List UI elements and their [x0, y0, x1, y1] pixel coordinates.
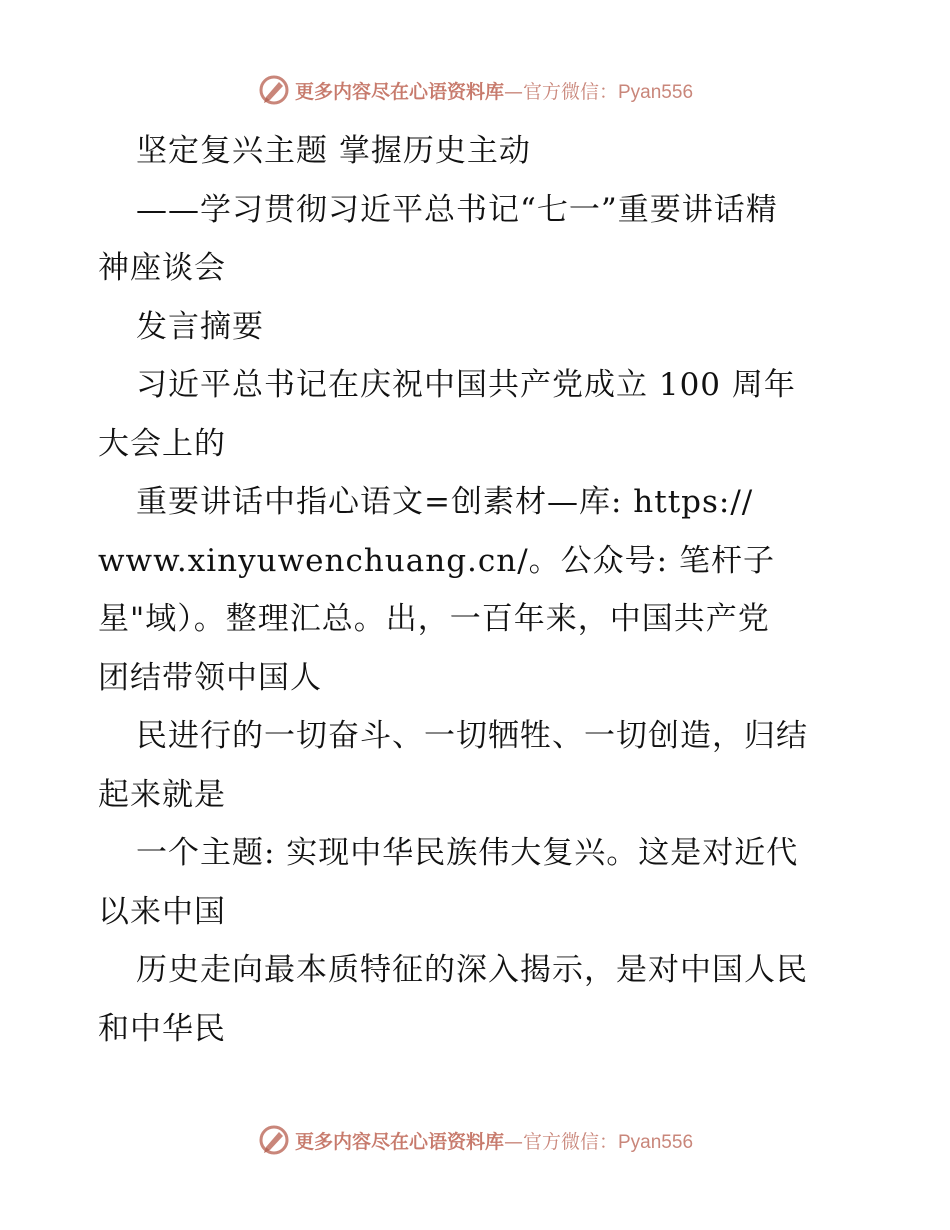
watermark-wechat-label: 官方微信： [522, 80, 618, 103]
paragraph-line: www.xinyuwenchuang.cn/。公众号: 笔杆子 [98, 542, 775, 579]
pen-logo-icon [257, 73, 291, 107]
paragraph-line: 历史走向最本质特征的深入揭示，是对中国人民 [136, 952, 808, 988]
watermark-dash: — [503, 80, 523, 103]
watermark-wechat-id: Pyan556 [618, 1131, 694, 1153]
paragraph-line: 民进行的一切奋斗、一切牺牲、一切创造，归结 [136, 718, 808, 754]
paragraph-line: 重要讲话中指心语文=创素材—库: https:// [136, 484, 754, 520]
doc-heading: 发言摘要 [136, 308, 264, 345]
doc-subtitle-line: 神座谈会 [98, 250, 226, 286]
paragraph-line: 和中华民 [98, 1010, 226, 1047]
paragraph-line: 星"域）。整理汇总。出，一百年来，中国共产党 [98, 601, 770, 637]
watermark-wechat-id: Pyan556 [618, 81, 694, 103]
pen-logo-icon [257, 1123, 291, 1157]
paragraph-line: 习近平总书记在庆祝中国共产党成立 100 周年 [136, 367, 796, 403]
paragraph-line: 以来中国 [98, 893, 226, 930]
paragraph-line: 大会上的 [98, 425, 226, 462]
header-watermark [0, 70, 950, 110]
watermark-dash: — [503, 1130, 523, 1153]
watermark-wechat-label: 官方微信： [522, 1130, 618, 1153]
doc-title: 坚定复兴主题 掌握历史主动 [136, 133, 531, 169]
footer-watermark [0, 1120, 950, 1160]
doc-subtitle-line: ——学习贯彻习近平总书记“七一”重要讲话精 [136, 191, 778, 228]
document-body [98, 122, 858, 1058]
watermark-site: 更多内容尽在心语资料库 [294, 80, 504, 103]
watermark-site: 更多内容尽在心语资料库 [294, 1130, 504, 1153]
paragraph-line: 一个主题: 实现中华民族伟大复兴。这是对近代 [136, 835, 799, 871]
paragraph-line: 起来就是 [98, 776, 226, 813]
paragraph-line: 团结带领中国人 [98, 659, 322, 696]
